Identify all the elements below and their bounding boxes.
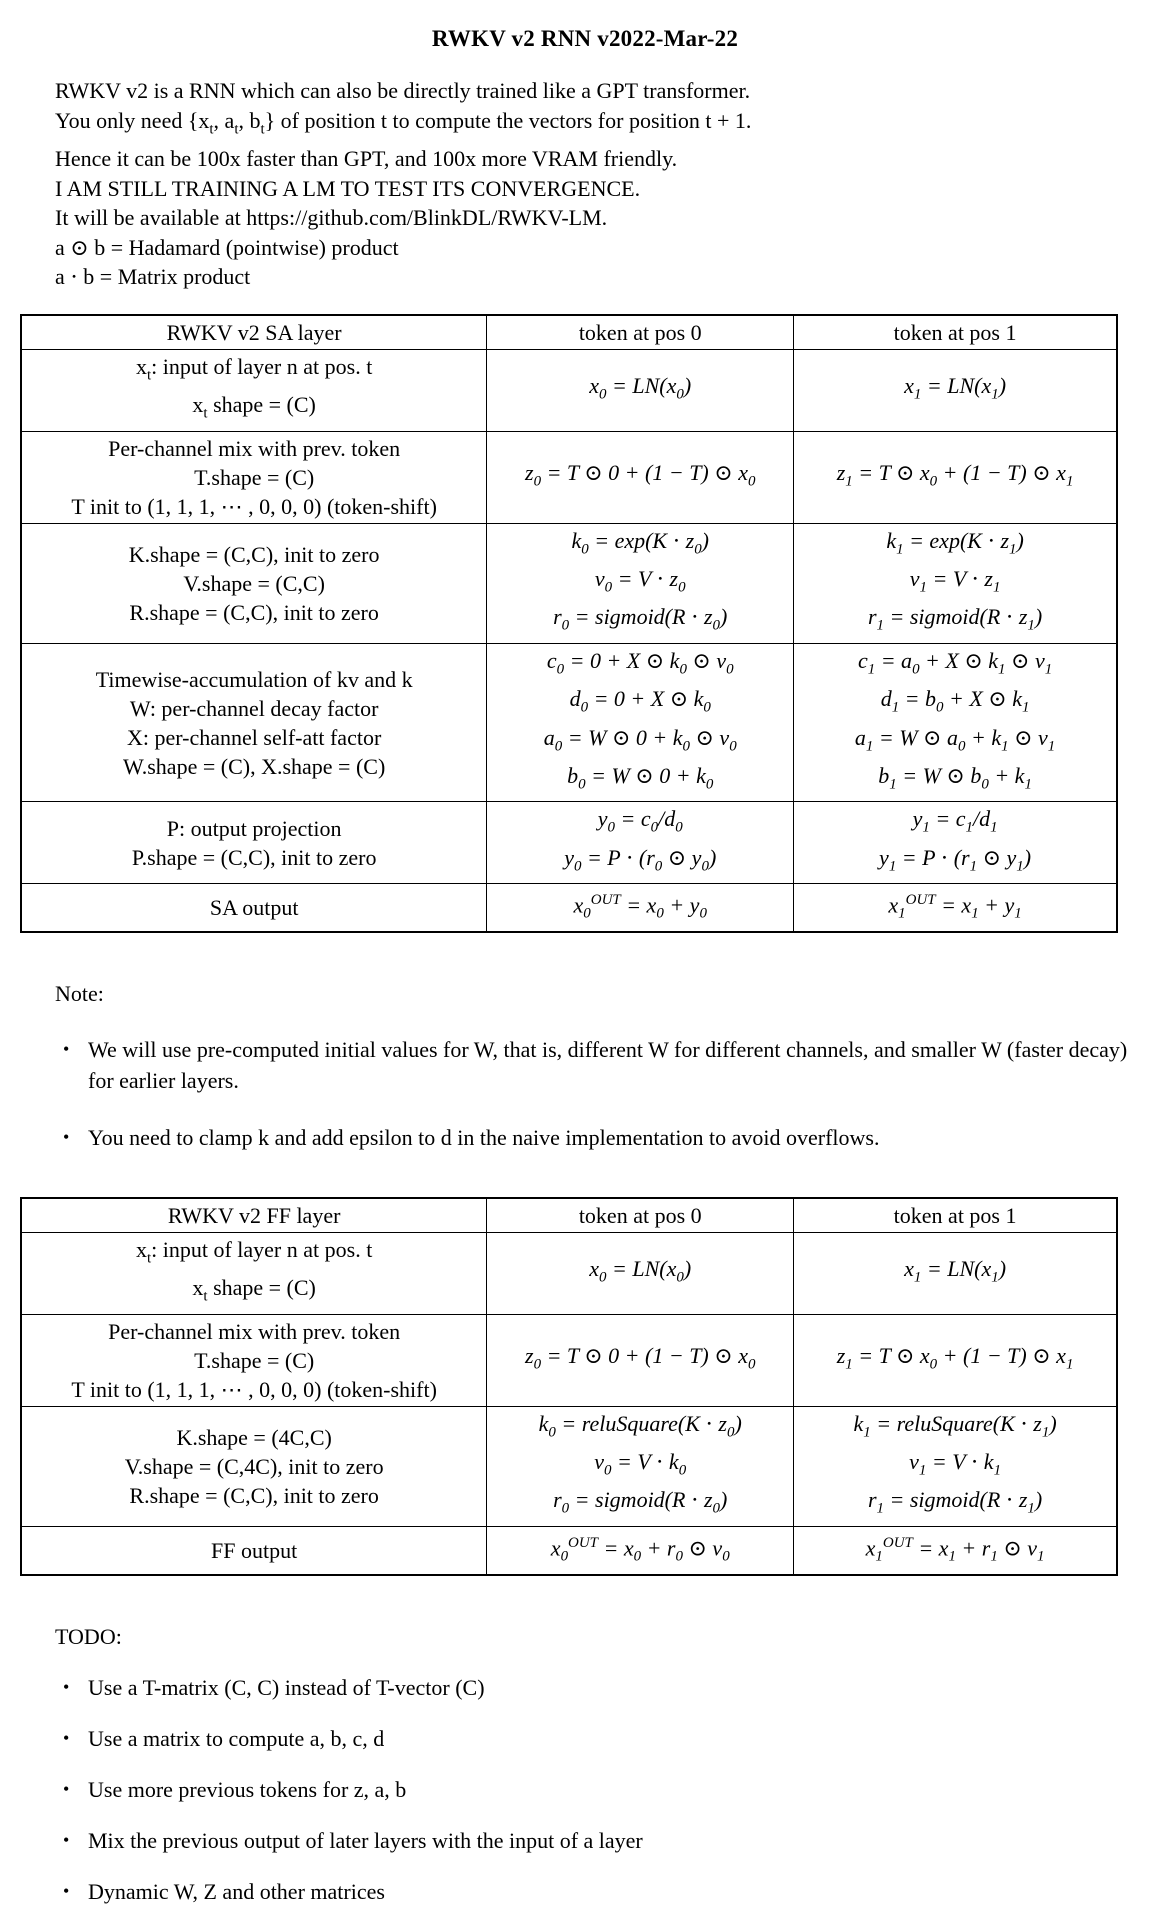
todo-item: • Mix the previous output of later layers with the input of a layer <box>55 1826 1152 1855</box>
token-pos1-cell <box>794 349 1117 431</box>
sa-layer-table <box>20 314 1118 933</box>
note-section <box>55 1034 1152 1153</box>
label-line: W: per-channel decay factor <box>129 695 379 721</box>
table-header-cell: token at pos 1 <box>794 315 1117 350</box>
row-label-cell <box>21 523 487 643</box>
formula-line: $a_0 = W$ ⊙ $0 + k_0$ ⊙ $v_0$ <box>543 724 737 755</box>
table-row <box>21 1314 1117 1406</box>
token-pos0-cell <box>487 1314 794 1406</box>
label-line: X: per-channel self-att factor <box>127 724 382 750</box>
formula-line: $z_1 = T$ ⊙ $x_0 + (1 - T)$ ⊙ $x_1$ <box>836 1342 1074 1373</box>
formula-line: $k_0$ = reluSquare(K ⋅ $z_0$) <box>538 1410 742 1441</box>
table-row <box>21 431 1117 523</box>
intro-line: a ⊙ b = Hadamard (pointwise) product <box>55 234 399 260</box>
table-header-row <box>21 315 1117 350</box>
token-pos1-cell <box>794 523 1117 643</box>
token-pos1-cell <box>794 643 1117 802</box>
table-header-cell: RWKV v2 SA layer <box>21 315 487 350</box>
intro-line: a ⋅ b = Matrix product <box>55 264 251 290</box>
token-pos1-cell <box>794 802 1117 884</box>
row-label-cell <box>21 1526 487 1574</box>
formula-line: $y_0 = P \cdot (r_0$ ⊙ $y_0$) <box>564 844 717 875</box>
label-line: T.shape = (C) <box>194 464 315 490</box>
label-line: W.shape = (C), X.shape = (C) <box>123 753 386 779</box>
token-pos0-cell <box>487 884 794 932</box>
formula-line: $x_0^{OUT} = x_0 + r_0$ ⊙ $v_0$ <box>550 1534 730 1565</box>
formula-line: $v_0 = V \cdot z_0$ <box>594 566 686 596</box>
intro-line: Hence it can be 100x faster than GPT, and 100x more VRAM friendly. <box>55 146 678 172</box>
label-line: $x_t$: input of layer n at pos. t <box>135 353 373 384</box>
token-pos1-cell <box>794 431 1117 523</box>
table-row <box>21 1232 1117 1314</box>
token-pos1-cell <box>794 1314 1117 1406</box>
formula-line: $r_0$ = sigmoid(R ⋅ $z_0$) <box>553 1487 728 1517</box>
row-label-cell <box>21 884 487 932</box>
doc-title: RWKV v2 RNN v2022-Mar-22 <box>431 26 739 51</box>
formula-line: $v_0 = V \cdot k_0$ <box>594 1449 687 1479</box>
label-line: $x_t$ shape = (C) <box>192 1275 316 1305</box>
table-header-cell: token at pos 1 <box>794 1198 1117 1233</box>
label-line: $x_t$: input of layer n at pos. t <box>135 1236 373 1267</box>
formula-line: $r_1$ = sigmoid(R ⋅ $z_1$) <box>867 604 1043 634</box>
row-label-cell <box>21 349 487 431</box>
formula-line: $z_1 = T$ ⊙ $x_0 + (1 - T)$ ⊙ $x_1$ <box>836 459 1074 490</box>
token-pos1-cell <box>794 1232 1117 1314</box>
label-line: K.shape = (C,C), init to zero <box>128 541 380 567</box>
label-line: R.shape = (C,C), init to zero <box>129 599 379 625</box>
label-line: SA output <box>209 895 299 921</box>
todo-heading: TODO: <box>55 1623 122 1649</box>
table-row <box>21 802 1117 884</box>
token-pos1-cell <box>794 1406 1117 1526</box>
row-label-cell <box>21 1406 487 1526</box>
formula-line: $x_1 = LN(x_1)$ <box>904 1256 1007 1286</box>
label-line: P.shape = (C,C), init to zero <box>131 844 377 870</box>
formula-line: $x_0 = LN(x_0)$ <box>589 1256 692 1286</box>
todo-item: • Use more previous tokens for z, a, b <box>55 1775 1152 1804</box>
label-line: T init to (1, 1, 1, ⋯ , 0, 0, 0) (token-shift) <box>71 1376 437 1402</box>
token-pos0-cell <box>487 1526 794 1574</box>
formula-line: $k_0 = \exp(K \cdot z_0)$ <box>571 527 709 558</box>
label-line: P: output projection <box>166 815 342 841</box>
token-pos0-cell <box>487 431 794 523</box>
label-line: Per-channel mix with prev. token <box>108 435 401 461</box>
table-row <box>21 1526 1117 1574</box>
formula-line: $x_0^{OUT} = x_0 + y_0$ <box>573 892 707 922</box>
intro-line-url: It will be available at https://github.com/BlinkDL/RWKV-LM. <box>55 205 608 231</box>
token-pos0-cell <box>487 802 794 884</box>
label-line: Per-channel mix with prev. token <box>108 1318 401 1344</box>
table-header-cell: RWKV v2 FF layer <box>21 1198 487 1233</box>
token-pos1-cell <box>794 884 1117 932</box>
label-line: K.shape = (4C,C) <box>176 1424 332 1450</box>
table-row <box>21 1406 1117 1526</box>
formula-line: $v_1 = V \cdot z_1$ <box>909 566 1001 596</box>
table-row <box>21 523 1117 643</box>
intro-line: You only need {$x_t$, $a_t$, $b_t$} of position t to compute the vectors for position t + 1. <box>55 107 752 137</box>
label-line: V.shape = (C,4C), init to zero <box>124 1453 384 1479</box>
formula-line: $d_0 = 0 + X$ ⊙ $k_0$ <box>569 686 711 716</box>
token-pos0-cell <box>487 1232 794 1314</box>
table-header-cell: token at pos 0 <box>487 1198 794 1233</box>
table-row <box>21 349 1117 431</box>
label-line: T.shape = (C) <box>194 1347 315 1373</box>
table-row <box>21 643 1117 802</box>
token-pos0-cell <box>487 349 794 431</box>
intro-line: I AM STILL TRAINING A LM TO TEST ITS CONVERGENCE. <box>55 175 641 201</box>
formula-line: $a_1 = W$ ⊙ $a_0 + k_1$ ⊙ $v_1$ <box>854 724 1056 755</box>
formula-line: $x_1^{OUT} = x_1 + y_1$ <box>888 892 1022 922</box>
note-item: • You need to clamp k and add epsilon to d in the naive implementation to avoid overflows. <box>55 1122 1152 1153</box>
table-row <box>21 884 1117 932</box>
todo-section <box>55 1673 1152 1906</box>
formula-line: $c_0 = 0 + X$ ⊙ $k_0$ ⊙ $v_0$ <box>546 647 734 678</box>
row-label-cell <box>21 431 487 523</box>
table-header-row <box>21 1198 1117 1233</box>
formula-line: $x_1^{OUT} = x_1 + r_1$ ⊙ $v_1$ <box>865 1534 1045 1565</box>
formula-line: $x_0 = LN(x_0)$ <box>589 373 692 403</box>
formula-line: $c_1 = a_0 + X$ ⊙ $k_1$ ⊙ $v_1$ <box>857 647 1053 678</box>
formula-line: $v_1 = V \cdot k_1$ <box>909 1449 1002 1479</box>
label-line: $x_t$ shape = (C) <box>192 392 316 422</box>
label-line: T init to (1, 1, 1, ⋯ , 0, 0, 0) (token-shift) <box>71 493 437 519</box>
label-line: FF output <box>211 1537 298 1563</box>
row-label-cell <box>21 643 487 802</box>
intro-paragraph <box>55 76 1170 292</box>
label-line: R.shape = (C,C), init to zero <box>129 1482 379 1508</box>
token-pos0-cell <box>487 523 794 643</box>
formula-line: $d_1 = b_0 + X$ ⊙ $k_1$ <box>880 686 1030 716</box>
token-pos1-cell <box>794 1526 1117 1574</box>
todo-item: • Use a matrix to compute a, b, c, d <box>55 1724 1152 1753</box>
todo-item: • Dynamic W, Z and other matrices <box>55 1877 1152 1906</box>
formula-line: $b_1 = W$ ⊙ $b_0 + k_1$ <box>878 763 1032 793</box>
formula-line: $y_0 = c_0/d_0$ <box>597 806 683 836</box>
note-item: • We will use pre-computed initial values for W, that is, different W for different channels, and smaller W (faster decay) for earlier layers. <box>55 1034 1152 1096</box>
token-pos0-cell <box>487 643 794 802</box>
table-header-cell: token at pos 0 <box>487 315 794 350</box>
token-pos0-cell <box>487 1406 794 1526</box>
formula-line: $r_1$ = sigmoid(R ⋅ $z_1$) <box>867 1487 1043 1517</box>
formula-line: $z_0 = T$ ⊙ 0 + (1 − T) ⊙ $x_0$ <box>525 1342 756 1373</box>
label-line: V.shape = (C,C) <box>183 570 325 596</box>
row-label-cell <box>21 1314 487 1406</box>
formula-line: $y_1 = P \cdot (r_1$ ⊙ $y_1$) <box>879 844 1032 875</box>
row-label-cell <box>21 1232 487 1314</box>
formula-line: $k_1 = \exp(K \cdot z_1)$ <box>886 527 1024 558</box>
formula-line: $k_1$ = reluSquare(K ⋅ $z_1$) <box>853 1410 1057 1441</box>
row-label-cell <box>21 802 487 884</box>
formula-line: $z_0 = T$ ⊙ 0 + (1 − T) ⊙ $x_0$ <box>525 459 756 490</box>
label-line: Timewise-accumulation of kv and k <box>95 666 413 692</box>
intro-line: RWKV v2 is a RNN which can also be directly trained like a GPT transformer. <box>55 78 751 103</box>
formula-line: $r_0$ = sigmoid(R ⋅ $z_0$) <box>553 604 728 634</box>
formula-line: $x_1 = LN(x_1)$ <box>904 373 1007 403</box>
formula-line: $y_1 = c_1/d_1$ <box>912 806 998 836</box>
todo-item: • Use a T-matrix (C, C) instead of T-vector (C) <box>55 1673 1152 1702</box>
ff-layer-table <box>20 1197 1118 1576</box>
note-heading: Note: <box>55 980 104 1006</box>
formula-line: $b_0 = W$ ⊙ $0 + k_0$ <box>567 763 714 793</box>
